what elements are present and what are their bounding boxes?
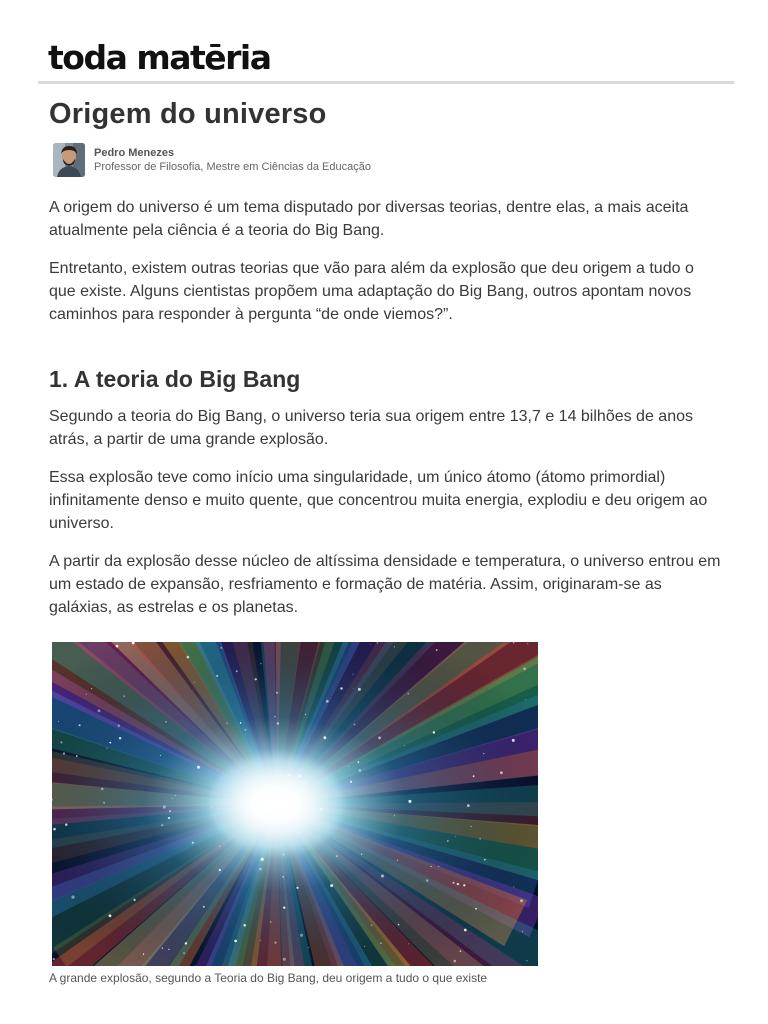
author-role: Professor de Filosofia, Mestre em Ciências da Educação <box>94 161 371 173</box>
avatar[interactable] <box>53 143 85 177</box>
big-bang-image <box>52 642 538 966</box>
section-heading: 1. A teoria do Big Bang <box>49 366 301 392</box>
intro-paragraph: Entretanto, existem outras teorias que vão para além da explosão que deu origem a tudo o que existe. Alguns cientistas propõem uma adaptação do Big Bang, outros apontam novos caminhos para responder à pergunta “de onde viemos?”. <box>49 260 694 323</box>
intro-paragraph: A origem do universo é um tema disputado por diversas teorias, dentre elas, a mais aceita atualmente pela ciência é a teoria do Big Bang. <box>49 199 689 239</box>
author-block <box>49 145 721 179</box>
author-name[interactable]: Pedro Menezes <box>94 147 175 159</box>
page-title: Origem do universo <box>49 98 327 130</box>
section-paragraph: Segundo a teoria do Big Bang, o universo teria sua origem entre 13,7 e 14 bilhões de anos atrás, a partir de uma grande explosão. <box>49 408 693 448</box>
site-logo[interactable]: toda matēria <box>48 38 271 77</box>
article <box>49 96 721 986</box>
header-divider <box>38 81 734 84</box>
image-caption: A grande explosão, segundo a Teoria do Big Bang, deu origem a tudo o que existe <box>49 971 488 985</box>
section-paragraph: A partir da explosão desse núcleo de altíssima densidade e temperatura, o universo entrou em um estado de expansão, resfriamento e formação de matéria. Assim, originaram-se as galáxias, as estrelas e os planetas. <box>49 553 721 616</box>
section-paragraph: Essa explosão teve como início uma singularidade, um único átomo (átomo primordial) infinitamente denso e muito quente, que concentrou muita energia, explodiu e deu origem ao universo. <box>49 469 708 532</box>
